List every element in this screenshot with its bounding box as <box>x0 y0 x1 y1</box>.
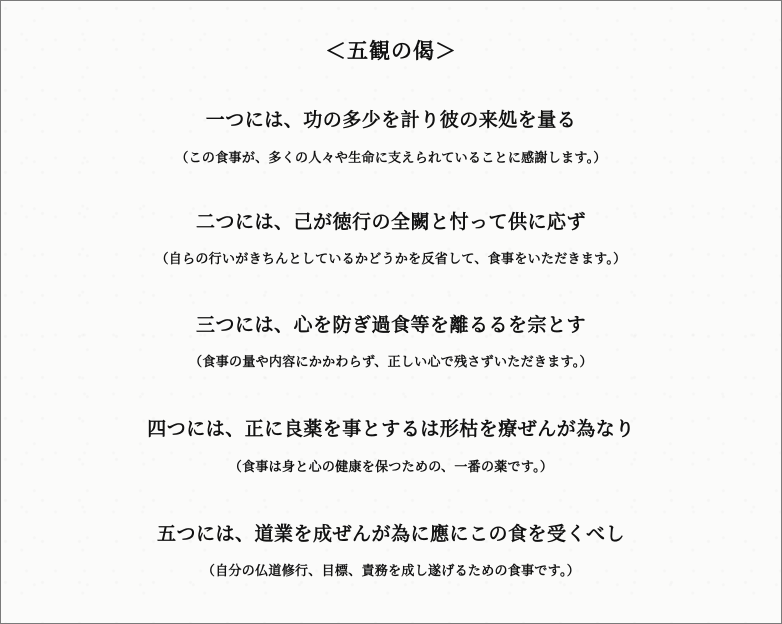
verse-note-1: （この食事が、多くの人々や生命に支えられていることに感謝します。） <box>175 151 607 166</box>
verse-line-1: 一つには、功の多少を計り彼の来処を量る <box>205 109 577 131</box>
document-title: ＜五観の偈＞ <box>325 38 457 63</box>
verse-line-2: 二つには、己が徳行の全闕と忖って供に応ず <box>195 211 586 233</box>
verse-note-2: （自らの行いがきちんとしているかどうかを反省して、食事をいただきます。） <box>155 252 627 267</box>
verse-line-3: 三つには、心を防ぎ過食等を離るるを宗とす <box>195 314 586 336</box>
verse-line-5: 五つには、道業を成ぜんが為に應にこの食を受くべし <box>156 523 625 545</box>
verse-note-4: （食事は身と心の健康を保つための、一番の薬です。） <box>228 460 554 475</box>
verse-line-4: 四つには、正に良薬を事とするは形枯を療ぜんが為なり <box>147 418 635 440</box>
verse-note-3: （食事の量や内容にかかわらず、正しい心で残さずいただきます。） <box>189 355 593 370</box>
verse-note-5: （自分の仏道修行、目標、責務を成し遂げるための食事です。） <box>201 564 581 579</box>
